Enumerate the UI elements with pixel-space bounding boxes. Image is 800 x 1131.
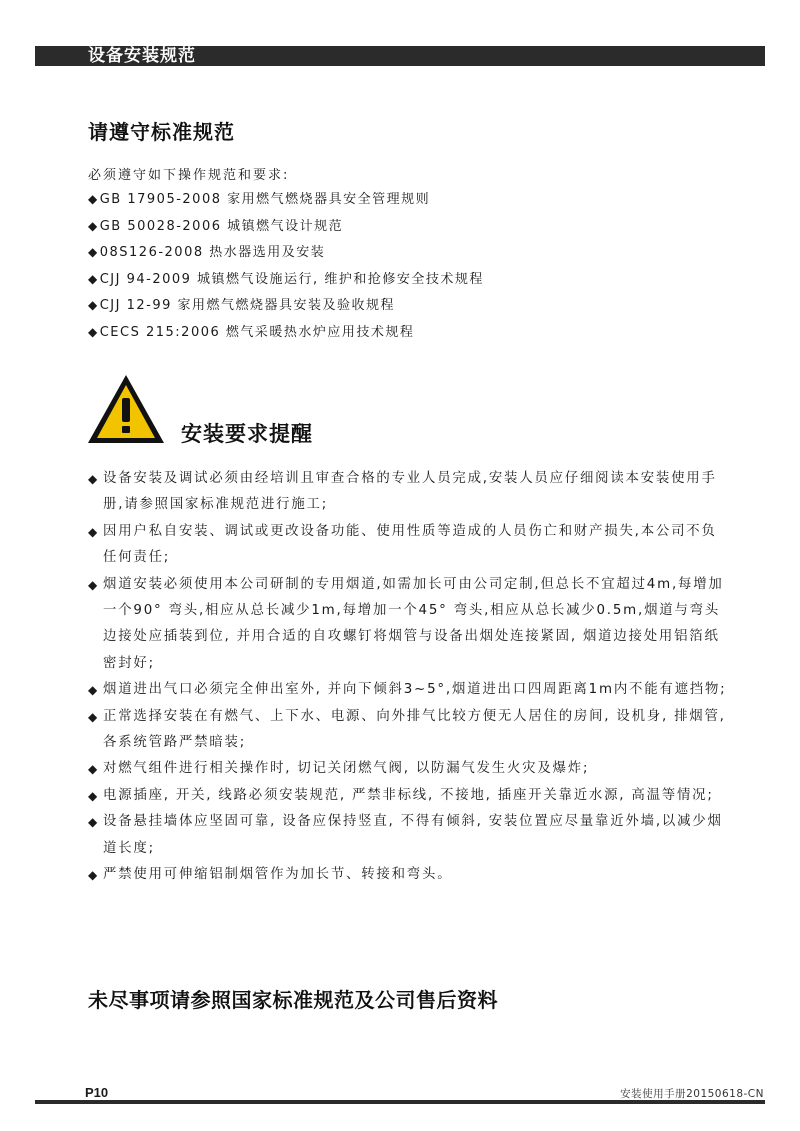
requirement-text: 设备悬挂墙体应坚固可靠, 设备应保持竖直, 不得有倾斜, 安装位置应尽量靠近外墙,以减少烟道长度; [103,814,723,856]
requirement-item [88,704,728,757]
diamond-bullet-icon: ◆ [88,762,100,777]
page-number: P10 [85,1085,109,1100]
diamond-bullet-icon: ◆ [88,324,99,339]
requirement-text: 电源插座, 开关, 线路必须安装规范, 严禁非标线, 不接地, 插座开关靠近水源, 高温等情况; [103,787,714,803]
requirement-text: 对燃气组件进行相关操作时, 切记关闭燃气阀, 以防漏气发生火灾及爆炸; [103,761,590,777]
diamond-bullet-icon: ◆ [88,192,99,206]
manual-code: 安装使用手册20150618-CN [620,1088,764,1100]
requirement-item [88,783,728,809]
diamond-bullet-icon: ◆ [88,788,100,803]
standard-item [88,243,484,270]
footer-rule [35,1100,765,1104]
diamond-bullet-icon: ◆ [88,524,100,539]
standard-item [88,190,484,217]
diamond-bullet-icon: ◆ [88,577,100,592]
requirement-item [88,756,728,782]
diamond-bullet-icon: ◆ [88,709,100,724]
standard-text: GB 50028-2006 城镇燃气设计规范 [99,218,344,234]
requirement-item [88,572,728,678]
requirement-text: 设备安装及调试必须由经培训且审查合格的专业人员完成,安装人员应仔细阅读本安装使用手册,请参照国家标准规范进行施工; [103,471,717,513]
standards-title: 请遵守标准规范 [88,120,235,144]
requirement-text: 正常选择安装在有燃气、上下水、电源、向外排气比较方便无人居住的房间, 设机身, 排烟管, 各系统管路严禁暗装; [103,708,726,751]
install-requirements-title: 安装要求提醒 [181,421,313,446]
standard-text: 08S126-2008 热水器选用及安装 [99,245,326,261]
requirements-list [88,466,728,889]
diamond-bullet-icon: ◆ [88,683,100,698]
standard-item [88,296,484,323]
requirement-text: 烟道进出气口必须完全伸出室外, 并向下倾斜3~5°,烟道进出口四周距离1m内不能有遮挡物; [103,682,727,698]
requirement-text: 严禁使用可伸缩铝制烟管作为加长节、转接和弯头。 [103,867,453,883]
standard-text: GB 17905-2008 家用燃气燃烧器具安全管理规则 [99,192,431,207]
diamond-bullet-icon: ◆ [88,472,100,486]
warning-exclamation-dot [122,426,130,433]
standards-intro: 必须遵守如下操作规范和要求: [88,168,290,183]
requirement-text: 烟道安装必须使用本公司研制的专用烟道,如需加长可由公司定制,但总长不宜超过4m,每增加一个90° 弯头,相应从总长减少1m,每增加一个45° 弯头,相应从总长减少0.5m,烟道与弯头边接处应插装到位, 并用合适的自攻螺钉将烟管与设备出烟处连接紧固, 烟道边接处用铝箔纸密封好; [103,576,724,671]
requirement-item [88,809,728,862]
standard-text: CJJ 94-2009 城镇燃气设施运行, 维护和抢修安全技术规程 [99,271,484,287]
diamond-bullet-icon: ◆ [88,298,99,313]
standard-item [88,323,484,350]
standard-text: CJJ 12-99 家用燃气燃烧器具安装及验收规程 [99,298,396,314]
footer-note: 未尽事项请参照国家标准规范及公司售后资料 [88,988,498,1012]
diamond-bullet-icon: ◆ [88,271,99,286]
standards-list [88,190,484,350]
standard-item [88,217,484,244]
requirement-item [88,519,728,572]
header-title: 设备安装规范 [88,46,196,66]
warning-exclamation-bar [122,398,130,422]
diamond-bullet-icon: ◆ [88,815,100,830]
requirement-text: 因用户私自安装、调试或更改设备功能、使用性质等造成的人员伤亡和财产损失,本公司不负任何责任; [103,523,717,566]
standard-text: CECS 215:2006 燃气采暖热水炉应用技术规程 [99,324,415,340]
requirement-item [88,677,728,703]
diamond-bullet-icon: ◆ [88,245,99,260]
warning-triangle-icon [86,373,166,445]
diamond-bullet-icon: ◆ [88,218,99,233]
standard-item [88,270,484,297]
requirement-item [88,862,728,888]
requirement-item [88,466,728,519]
diamond-bullet-icon: ◆ [88,868,100,883]
